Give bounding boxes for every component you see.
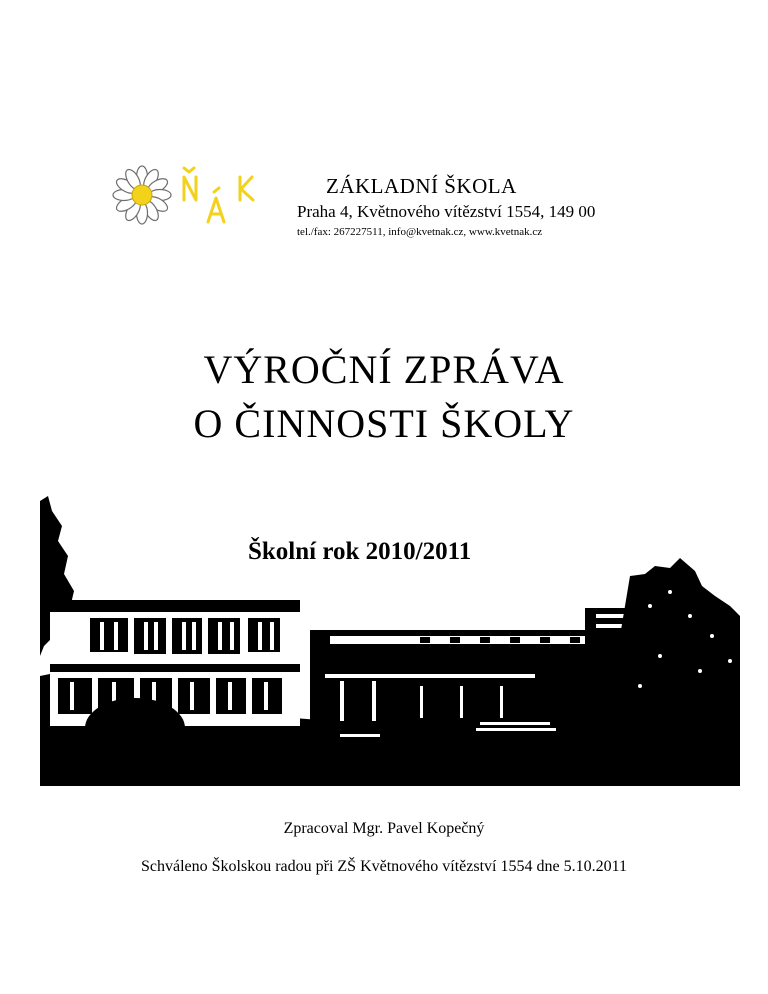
daisy-icon xyxy=(100,160,280,230)
school-address: Praha 4, Květnového vítězství 1554, 149 00 xyxy=(297,202,596,221)
school-contact: tel./fax: 267227511, info@kvetnak.cz, www.kvetnak.cz xyxy=(297,226,543,238)
school-name: ZÁKLADNÍ ŠKOLA xyxy=(326,174,517,198)
author-line: Zpracoval Mgr. Pavel Kopečný xyxy=(283,820,485,837)
school-year: Školní rok 2010/2011 xyxy=(248,538,472,565)
school-logo xyxy=(100,160,280,230)
report-title-line2: O ČINNOSTI ŠKOLY xyxy=(193,401,575,446)
report-title-line1: VÝROČNÍ ZPRÁVA xyxy=(203,347,565,392)
approval-line: Schváleno Školskou radou při ZŠ Květnového vítězství 1554 dne 5.10.2011 xyxy=(140,858,627,875)
